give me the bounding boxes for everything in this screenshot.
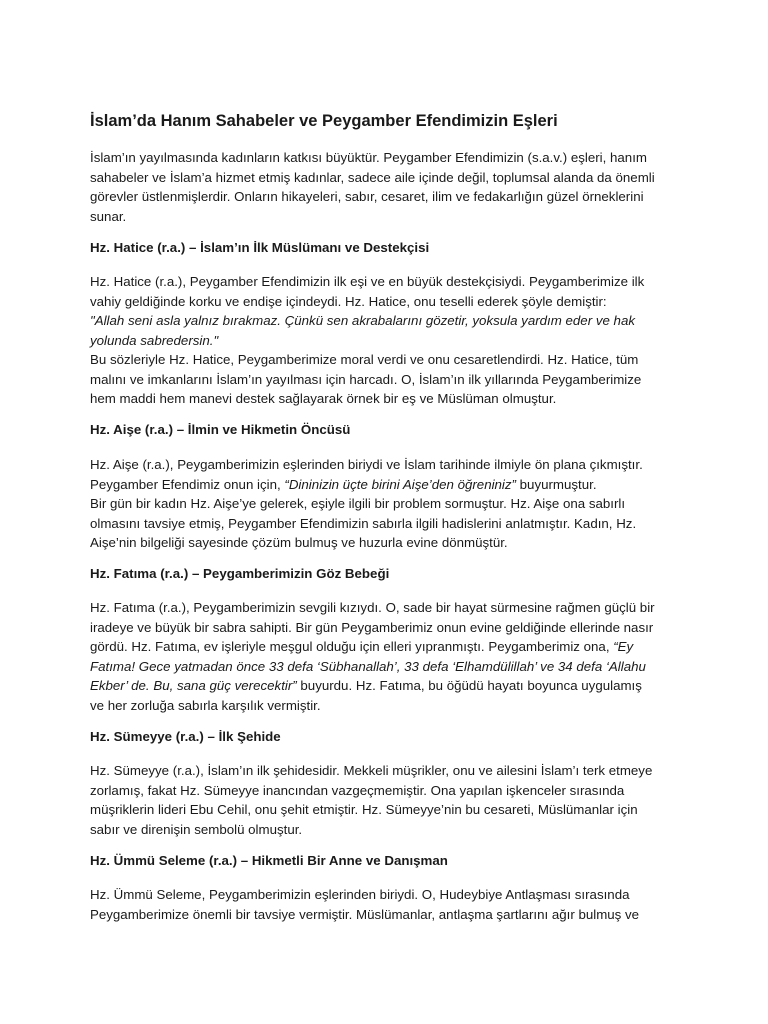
section-ummu xyxy=(90,851,690,871)
body-line: vahiy geldiğinde korku ve endişe içindeydi. Hz. Hatice, onu teselli ederek şöyle demiştir: xyxy=(90,293,607,309)
body-line: Hz. Sümeyye (r.a.), İslam’ın ilk şehidesidir. Mekkeli müşrikler, onu ve ailesini İslam’ı terk etmeye xyxy=(90,763,653,778)
section-heading: Hz. Aişe (r.a.) – İlmin ve Hikmetin Öncüsü xyxy=(90,422,351,437)
body-line: malını ve imkanlarını İslam’ın yayılması için harcadı. O, İslam’ın ilk yıllarında Peygamberimize xyxy=(90,371,642,387)
body-text: gördü. Hz. Fatıma, ev işleriyle meşgul olduğu için elleri yıpranmıştı. Peygamberimiz ona, xyxy=(90,639,614,654)
body-line: Bir gün bir kadın Hz. Aişe’ye gelerek, eşiyle ilgili bir problem sormuştur. Hz. Aişe ona sabırlı xyxy=(90,496,626,511)
document-title: İslam’da Hanım Sahabeler ve Peygamber Efendimizin Eşleri xyxy=(90,112,558,130)
body-line: Hz. Fatıma (r.a.), Peygamberimizin sevgili kızıydı. O, sade bir hayat sürmesine rağmen güçlü bir xyxy=(90,600,655,615)
section-sumeyye-body xyxy=(90,761,690,839)
section-heading: Hz. Hatice (r.a.) – İslam’ın İlk Müslümanı ve Destekçisi xyxy=(90,240,430,255)
section-hatice xyxy=(90,238,690,258)
body-line xyxy=(90,637,690,657)
body-line: Hz. Hatice (r.a.), Peygamber Efendimizin ilk eşi ve en büyük destekçisiydi. Peygamberimize ilk xyxy=(90,274,645,289)
section-heading: Hz. Ümmü Seleme (r.a.) – Hikmetli Bir Anne ve Danışman xyxy=(90,853,448,868)
quote-text: “Dininizin üçte birini Aişe’den öğreniniz” xyxy=(284,476,516,492)
section-sumeyye xyxy=(90,727,690,747)
section-heading: Hz. Fatıma (r.a.) – Peygamberimizin Göz Bebeği xyxy=(90,566,390,581)
section-hatice-body xyxy=(90,272,690,409)
section-heading: Hz. Sümeyye (r.a.) – İlk Şehide xyxy=(90,729,281,744)
intro-line: görevler üstlenmişlerdir. Onların hikayeleri, sabır, cesaret, ilim ve fedakarlığın güzel örneklerini xyxy=(90,189,644,204)
body-line: müşriklerin lideri Ebu Cehil, onu şehit etmiştir. Hz. Sümeyye’nin bu cesareti, Müslümanlar için xyxy=(90,802,638,817)
section-fatima-body xyxy=(90,598,690,715)
section-aise xyxy=(90,420,690,440)
intro-line: İslam’ın yayılmasında kadınların katkısı büyüktür. Peygamber Efendimizin (s.a.v.) eşleri, hanım xyxy=(90,150,647,165)
intro-line: sahabeler ve İslam’a hizmet etmiş kadınlar, sadece aile içinde değil, toplumsal alanda da önemli xyxy=(90,169,655,185)
section-ummu-body xyxy=(90,885,690,924)
body-line: Hz. Aişe (r.a.), Peygamberimizin eşlerinden biriydi ve İslam tarihinde ilmiyle ön plana çıkmıştır. xyxy=(90,457,643,472)
body-line xyxy=(90,475,690,495)
quote-text: “Ey xyxy=(613,639,634,654)
quote-text: Ekber’ de. Bu, sana güç verecektir” xyxy=(90,678,297,693)
body-text: Peygamber Efendimiz onun için, xyxy=(90,476,285,492)
body-line: Peygamberimize önemli bir tavsiye vermiştir. Müslümanlar, antlaşma şartlarını ağır bulmuş ve xyxy=(90,906,640,922)
body-line: Aişe’nin bilgeliği sayesinde çözüm bulmuş ve huzurla evine dönmüştür. xyxy=(90,535,508,550)
intro-paragraph xyxy=(90,148,690,226)
body-line: Bu sözleriyle Hz. Hatice, Peygamberimize moral verdi ve onu cesaretlendirdi. Hz. Hatice, tüm xyxy=(90,352,639,367)
quote-line: Fatıma! Gece yatmadan önce 33 defa ‘Sübhanallah’, 33 defa ‘Elhamdülillah’ ve 34 defa ‘Allahu xyxy=(90,658,646,674)
body-line xyxy=(90,676,690,696)
section-aise-body xyxy=(90,455,690,553)
body-text: buyurmuştur. xyxy=(515,476,597,492)
intro-line: sunar. xyxy=(90,208,127,224)
body-line: sabır ve direnişin sembolü olmuştur. xyxy=(90,821,303,837)
body-line: ve her zorluğa sabırla karşılık vermiştir. xyxy=(90,697,321,713)
quote-line: yolunda sabredersin." xyxy=(90,332,219,348)
body-line: hem maddi hem manevi destek sağlayarak örnek bir eş ve Müslüman olmuştur. xyxy=(90,391,557,406)
body-line: olmasını tavsiye etmiş, Peygamber Efendimizin sabırla ilgili hadislerini anlatmıştır. Kadın, Hz. xyxy=(90,515,637,531)
quote-line: "Allah seni asla yalnız bırakmaz. Çünkü sen akrabalarını gözetir, yoksula yardım eder ve hak xyxy=(90,313,635,328)
body-line: Hz. Ümmü Seleme, Peygamberimizin eşlerinden biriydi. O, Hudeybiye Antlaşması sırasında xyxy=(90,887,630,902)
section-fatima xyxy=(90,564,690,584)
body-line: iradeye ve büyük bir sabra sahipti. Bir gün Peygamberimiz onun evine geldiğinde ellerinde nasır xyxy=(90,619,654,635)
body-text: buyurdu. Hz. Fatıma, bu öğüdü hayatı boyunca uygulamış xyxy=(296,678,642,693)
body-line: zorlamış, fakat Hz. Sümeyye inancından vazgeçmemiştir. Ona yapılan işkenceler sırasında xyxy=(90,782,625,798)
